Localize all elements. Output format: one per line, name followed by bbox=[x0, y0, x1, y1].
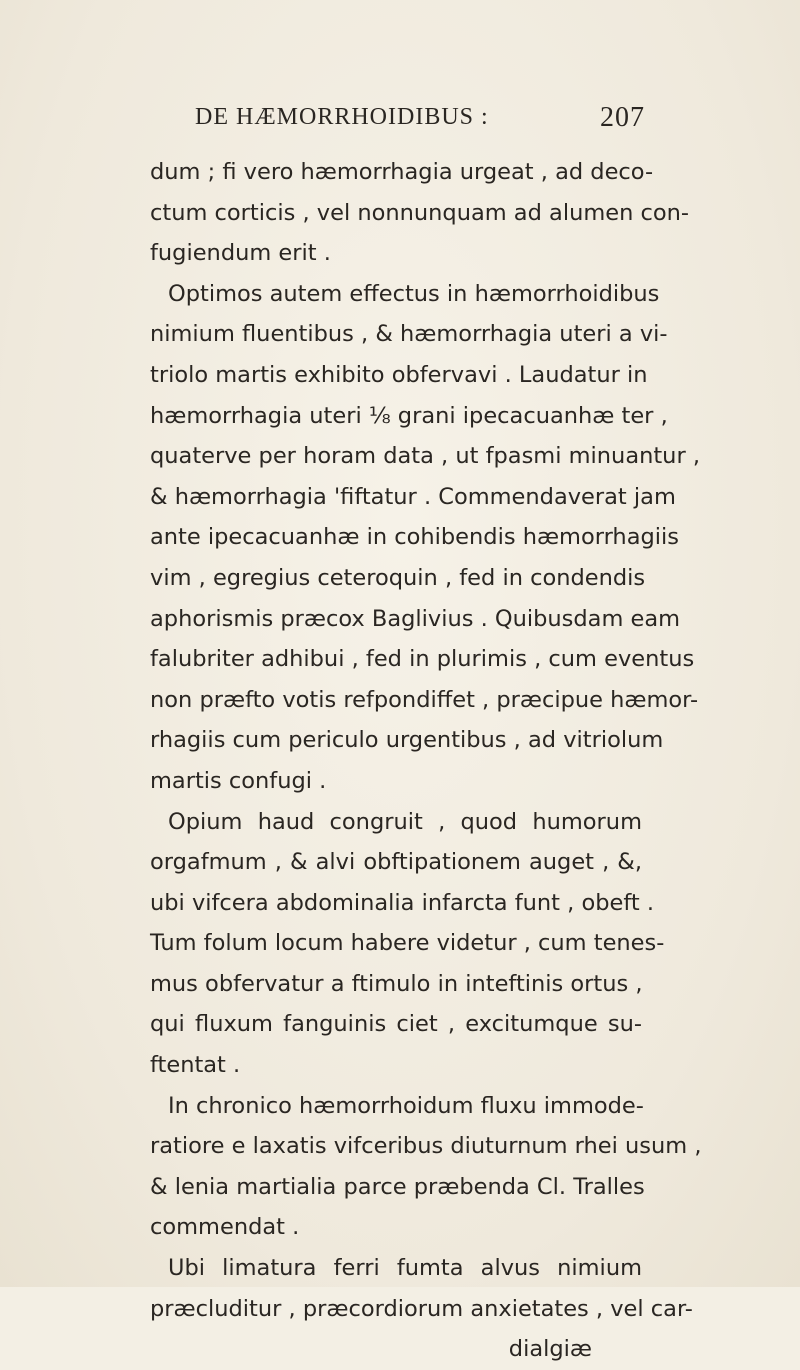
text-line: quaterve per horam data , ut fpasmi minuantur , bbox=[150, 443, 700, 470]
running-title: DE HÆMORRHOIDIBUS : bbox=[195, 104, 489, 130]
text-line: qui fluxum fanguinis ciet , excitumque su- bbox=[150, 1011, 642, 1038]
text-line: ctum corticis , vel nonnunquam ad alumen con- bbox=[150, 199, 690, 226]
text-line: fugiendum erit . bbox=[150, 240, 331, 267]
text-line: præcluditur , præcordiorum anxietates , vel car- bbox=[150, 1295, 693, 1322]
catchword: dialgiæ bbox=[508, 1336, 592, 1363]
body-text bbox=[150, 152, 702, 1370]
text-line: falubriter adhibui , fed in plurimis , cum eventus bbox=[150, 646, 695, 673]
text-line: ratiore e laxatis vifceribus diuturnum rhei usum , bbox=[150, 1133, 702, 1160]
text-line: Opium haud congruit , quod humorum bbox=[168, 808, 642, 835]
running-head bbox=[195, 100, 645, 140]
text-line: orgafmum , & alvi obftipationem auget , &, bbox=[150, 849, 642, 876]
text-line: commendat . bbox=[150, 1214, 300, 1241]
text-line: dum ; fi vero hæmorrhagia urgeat , ad deco- bbox=[150, 159, 654, 185]
text-line: martis confugi . bbox=[150, 767, 327, 794]
text-line: aphorismis præcox Baglivius . Quibusdam eam bbox=[150, 605, 681, 632]
text-line: mus obfervatur a ftimulo in inteftinis ortus , bbox=[150, 970, 643, 997]
text-line: ubi vifcera abdominalia infarcta funt , obeft . bbox=[150, 889, 654, 916]
text-line: Tum folum locum habere videtur , cum tenes- bbox=[150, 930, 665, 957]
text-line: Optimos autem effectus in hæmorrhoidibus bbox=[168, 280, 660, 307]
text-line: triolo martis exhibito obfervavi . Laudatur in bbox=[150, 361, 648, 388]
text-line: In chronico hæmorrhoidum fluxu immode- bbox=[168, 1092, 644, 1119]
text-line: ftentat . bbox=[150, 1052, 241, 1079]
text-line: vim , egregius ceteroquin , fed in condendis bbox=[150, 564, 646, 591]
text-line: hæmorrhagia uteri ⅛ grani ipecacuanhæ ter , bbox=[150, 402, 668, 429]
text-line: nimium fluentibus , & hæmorrhagia uteri a vi- bbox=[150, 321, 668, 348]
text-line: non præfto votis refpondiffet , præcipue hæmor- bbox=[150, 686, 699, 713]
text-line: rhagiis cum periculo urgentibus , ad vitriolum bbox=[150, 727, 664, 754]
page-number: 207 bbox=[600, 102, 645, 133]
text-line: ante ipecacuanhæ in cohibendis hæmorrhagiis bbox=[150, 524, 679, 551]
text-line: & hæmorrhagia 'fiftatur . Commendaverat jam bbox=[150, 483, 676, 510]
text-line: & lenia martialia parce præbenda Cl. Tralles bbox=[150, 1173, 645, 1200]
text-line: Ubi limatura ferri fumta alvus nimium bbox=[168, 1255, 642, 1282]
